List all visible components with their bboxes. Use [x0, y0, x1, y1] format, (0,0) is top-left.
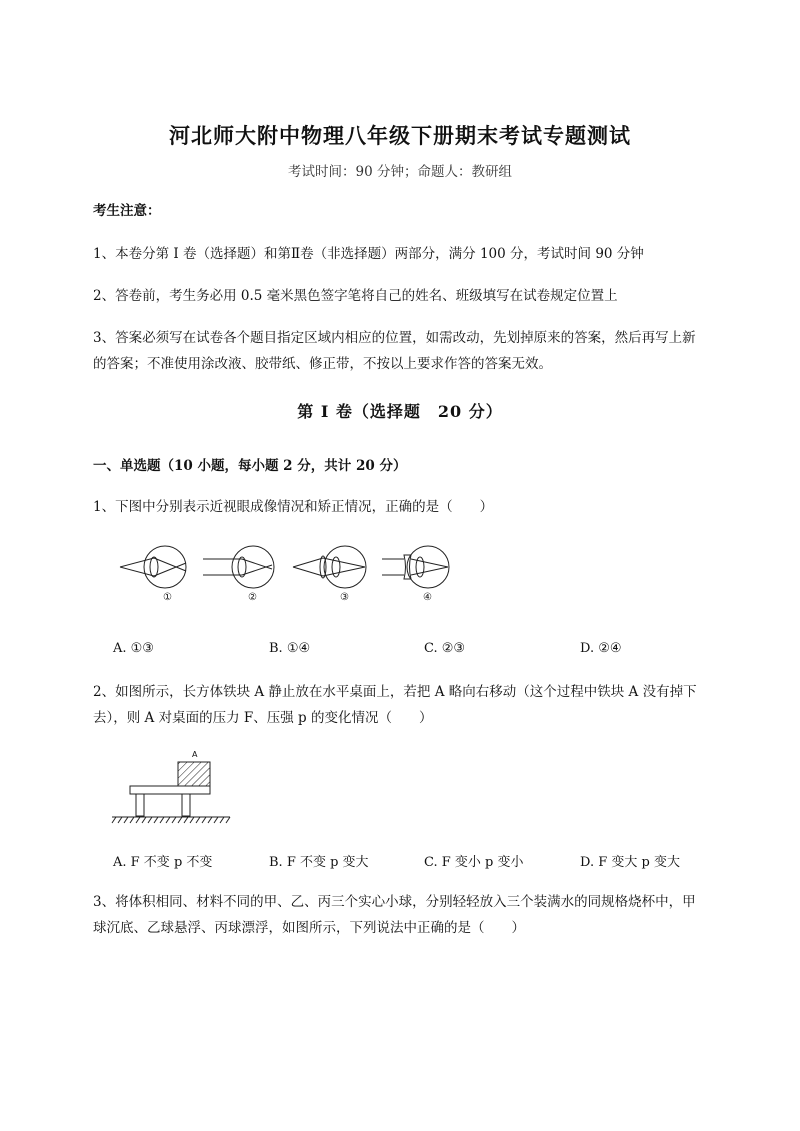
q1-option-d[interactable]: D. ②④ [580, 641, 622, 656]
eye-diagram-figure [110, 545, 450, 610]
figure-label-1: ① [163, 592, 172, 603]
figure-label-3: ③ [340, 592, 349, 603]
q1-option-b[interactable]: B. ①④ [269, 641, 311, 656]
page-title: 河北师大附中物理八年级下册期末考试专题测试 [169, 123, 631, 148]
eye-diagram-4 [382, 546, 449, 588]
notice-item-3-line1: 3、答案必须写在试卷各个题目指定区域内相应的位置，如需改动，先划掉原来的答案，然后再写上新 [93, 330, 696, 346]
q1-option-c[interactable]: C. ②③ [424, 641, 466, 656]
question-1-stem: 1、下图中分别表示近视眼成像情况和矫正情况，正确的是（ ） [93, 499, 494, 515]
q2-option-a[interactable]: A. F 不变 p 不变 [113, 855, 213, 870]
eye-diagram-1 [120, 546, 186, 588]
notice-heading: 考生注意： [93, 203, 161, 219]
question-3-stem-line2: 球沉底、乙球悬浮、丙球漂浮，如图所示，下列说法中正确的是（ ） [93, 920, 525, 936]
figure-label-4: ④ [423, 592, 432, 603]
question-2-stem-line1: 2、如图所示，长方体铁块 A 静止放在水平桌面上，若把 A 略向右移动（这个过程中铁块 A 没有掉下 [93, 684, 697, 700]
notice-item-1: 1、本卷分第 I 卷（选择题）和第Ⅱ卷（非选择题）两部分，满分 100 分，考试时间 90 分钟 [93, 246, 644, 262]
q2-option-c[interactable]: C. F 变小 p 变小 [424, 855, 524, 870]
question-3-stem-line1: 3、将体积相同、材料不同的甲、乙、丙三个实心小球，分别轻轻放入三个装满水的同规格烧杯中，甲 [93, 894, 696, 910]
notice-item-3-line2: 的答案；不准使用涂改液、胶带纸、修正带，不按以上要求作答的答案无效。 [93, 356, 552, 372]
question-2-stem-line2: 去），则 A 对桌面的压力 F、压强 p 的变化情况（ ） [93, 710, 433, 726]
q2-option-b[interactable]: B. F 不变 p 变大 [269, 855, 369, 870]
notice-item-2: 2、答卷前，考生务必用 0.5 毫米黑色签字笔将自己的姓名、班级填写在试卷规定位置上 [93, 288, 618, 304]
section-title: 第 I 卷（选择题 20 分） [297, 402, 503, 421]
table-block-figure [112, 752, 232, 827]
q2-option-d[interactable]: D. F 变大 p 变大 [580, 855, 680, 870]
part-heading: 一、单选题（10 小题，每小题 2 分，共计 20 分） [93, 458, 407, 474]
eye-diagram-2 [203, 546, 274, 588]
figure-label-2: ② [248, 592, 257, 603]
q1-option-a[interactable]: A. ①③ [113, 641, 154, 656]
eye-diagram-3 [293, 546, 366, 588]
block-label: A [192, 750, 198, 759]
exam-subtitle: 考试时间：90 分钟；命题人：教研组 [288, 164, 512, 180]
